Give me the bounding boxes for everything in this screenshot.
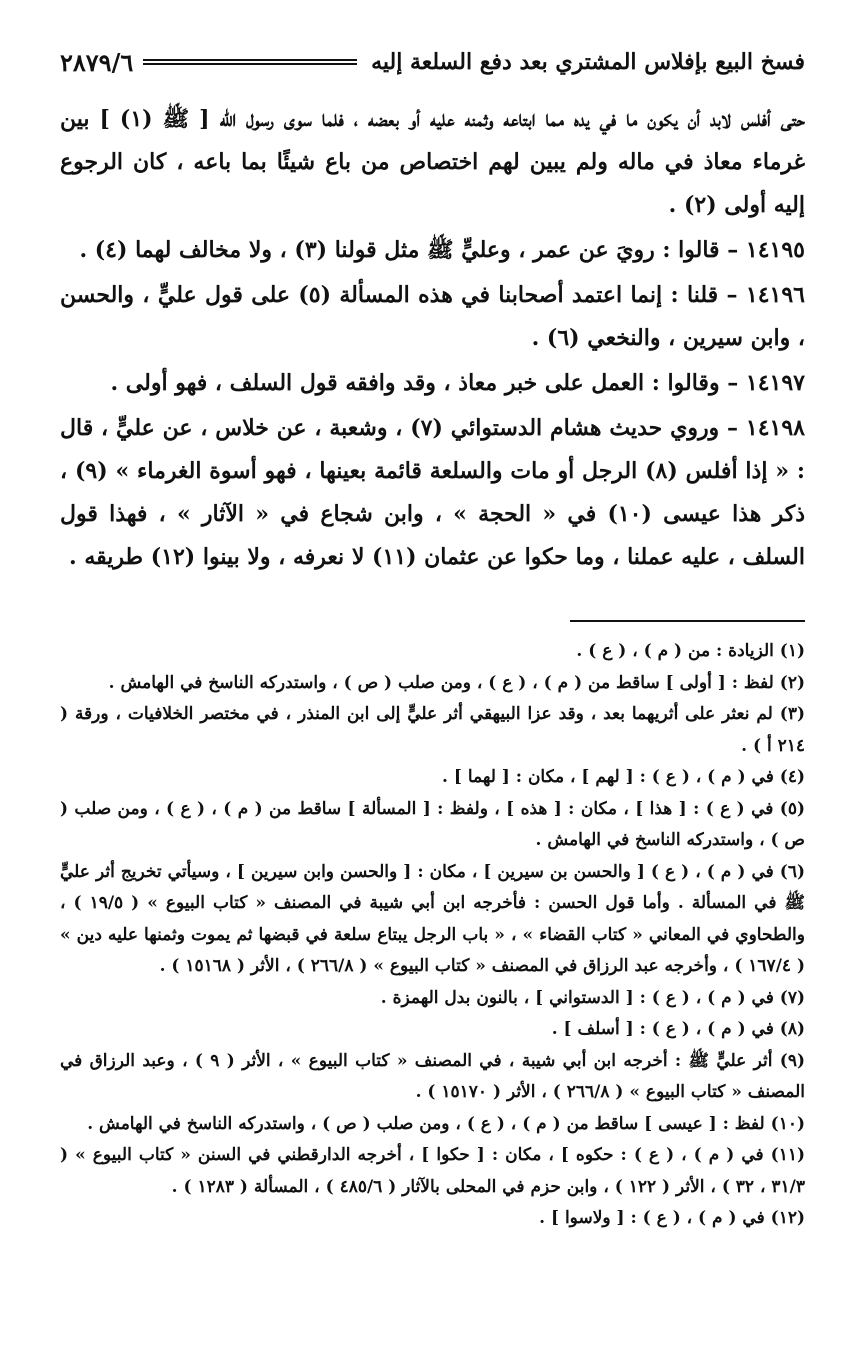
running-header [60, 44, 805, 80]
paragraph: ١٤١٩٨ – وروي حديث هشام الدستوائي (٧) ، وشعبة ، عن خلاس ، عن عليٍّ ، قال : « إذا أفلس (٨) الرجل أو مات والسلعة قائمة بعينها ، فهو أسوة الغرماء » (٩) ، ذكر هذا عيسى (١٠) في « الحجة » ، وابن شجاع في « الآثار » ، فهذا قول السلف ، عليه عملنا ، وما حكوا عن عثمان (١١) لا نعرفه ، ولا بينوا (١٢) طريقه . [60, 415, 805, 570]
footnote: (٤) في ( م ) ، ( ع ) : [ لهم ] ، مكان : [ لهما ] . [442, 767, 805, 787]
footnote: (٥) في ( ع ) : [ هذا ] ، مكان : [ هذه ] ، ولفظ : [ المسألة ] ساقط من ( م ) ، ( ع ) ، ومن صلب ( ص ) ، واستدركه الناسخ في الهامش . [60, 798, 805, 850]
paragraph-number: ١٤١٩٦ [745, 282, 805, 308]
header-title: فسخ البيع بإفلاس المشتري بعد دفع السلعة إليه [371, 49, 805, 75]
paragraph-number: ١٤١٩٥ [745, 237, 805, 263]
header-rule [143, 59, 357, 65]
page-number: ٢٨٧٩/٦ [60, 47, 134, 77]
footnote: (١٢) في ( م ) ، ( ع ) : [ ولاسوا ] . [539, 1208, 805, 1228]
footnote: (٣) لم نعثر على أثريهما بعد ، وقد عزا البيهقي أثر عليٍّ إلى ابن المنذر ، في مختصر الخلافيات ، ورقة ( ٢١٤ أ ) . [60, 704, 805, 756]
paragraph: ١٤١٩٥ – قالوا : رويَ عن عمر ، وعليٍّ ﷺ مثل قولنا (٣) ، ولا مخالف لهما (٤) . [79, 237, 805, 263]
footnote: (١) الزيادة : من ( م ) ، ( ع ) . [576, 641, 805, 661]
paragraph: حتى أفلس لابد أن يكون ما في يده مما ابتاعه وثمنه عليه أو بعضه ، فلما سوى رسول اللّه [ ﷺ (١) ] بين غرماء معاذ في ماله ولم يبين لهم اختصاص من باع شيئًا بما باعه ، كان الرجوع إليه أولى (٢) . [60, 106, 805, 218]
main-text [60, 98, 805, 581]
footnote: (٢) لفظ : [ أولى ] ساقط من ( م ) ، ( ع ) ، ومن صلب ( ص ) ، واستدركه الناسخ في الهامش . [108, 672, 805, 693]
footnote-separator [570, 620, 805, 622]
paragraph: ١٤١٩٦ – قلنا : إنما اعتمد أصحابنا في هذه المسألة (٥) على قول عليٍّ ، والحسن ، وابن سيرين ، والنخعي (٦) . [60, 282, 805, 351]
footnote: (٩) أثر عليٍّ ﷺ : أخرجه ابن أبي شيبة ، في المصنف « كتاب البيوع » ، الأثر ( ٩ ) ، وعبد الرزاق في المصنف « كتاب البيوع » ( ٢٦٦/٨ ) ، الأثر ( ١٥١٧٠ ) . [60, 1050, 805, 1102]
footnotes [60, 636, 805, 1235]
footnote: (١٠) لفظ : [ عيسى ] ساقط من ( م ) ، ( ع ) ، ومن صلب ( ص ) ، واستدركه الناسخ في الهامش . [87, 1113, 805, 1134]
paragraph: ١٤١٩٧ – وقالوا : العمل على خبر معاذ ، وقد وافقه قول السلف ، فهو أولى . [110, 370, 805, 396]
paragraph-number: ١٤١٩٧ [745, 370, 805, 396]
paragraph-number: ١٤١٩٨ [745, 415, 805, 441]
footnote: (٧) في ( م ) ، ( ع ) : [ الدستواني ] ، بالنون بدل الهمزة . [380, 987, 805, 1008]
footnote: (٦) في ( م ) ، ( ع ) [ والحسن بن سيرين ] ، مكان : [ والحسن وابن سيرين ] ، وسيأتي تخريج أثر عليٍّ ﷺ في المسألة . وأما قول الحسن : فأخرجه ابن أبي شيبة في المصنف « كتاب البيوع » ( ١٩/٥ ) ، والطحاوي في المعاني « كتاب القضاء » ، « باب الرجل يبتاع سلعة في قبضها ثم يموت وثمنها عليه دين » ( ١٦٧/٤ ) ، وأخرجه عبد الرزاق في المصنف « كتاب البيوع » ( ٢٦٦/٨ ) ، الأثر ( ١٥١٦٨ ) . [60, 861, 805, 976]
footnote: (١١) في ( م ) ، ( ع ) : حكوه ] ، مكان : [ حكوا ] ، أخرجه الدارقطني في السنن « كتاب البيوع » ( ٣١/٣ ، ٣٢ ) ، الأثر ( ١٢٢ ) ، وابن حزم في المحلى بالآثار ( ٤٨٥/٦ ) ، المسألة ( ١٢٨٣ ) . [60, 1145, 805, 1197]
footnote: (٨) في ( م ) ، ( ع ) : [ أسلف ] . [551, 1019, 805, 1039]
